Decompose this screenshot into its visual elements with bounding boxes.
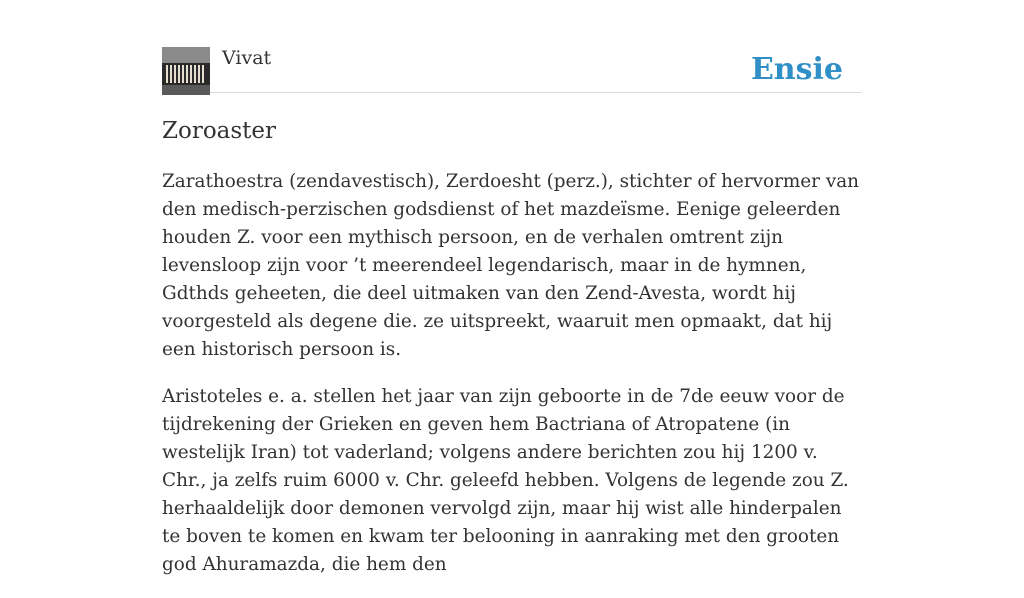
- ensie-logo-link[interactable]: Ensie: [750, 52, 843, 87]
- article-paragraph: Aristoteles e. a. stellen het jaar van zijn geboorte in de 7de eeuw voor de tijdrekening der Grieken en geven hem Bactriana of Atropatene (in westelijk Iran) tot vaderland; volgens andere berichten zou hij 1200 v. Chr., ja zelfs ruim 6000 v. Chr. geleefd hebben. Volgens de legende zou Z. herhaaldelijk door demonen vervolgd zijn, maar hij wist alle hinderpalen te boven te komen en kwam ter belooning in aanraking met den grooten god Ahuramazda, die hem den: [162, 386, 849, 575]
- article-body: [162, 168, 862, 598]
- author-avatar[interactable]: [162, 47, 210, 95]
- article-title: Zoroaster: [162, 118, 277, 144]
- article-paragraph: Zarathoestra (zendavestisch), Zerdoesht (perz.), stichter of hervormer van den medisch-perzischen godsdienst of het mazdeïsme. Eenige geleerden houden Z. voor een mythisch persoon, en de verhalen omtrent zijn levensloop zijn voor ’t meerendeel legendarisch, maar in de hymnen, Gdthds geheeten, die deel uitmaken van den Zend-Avesta, wordt hij voorgesteld als degene die. ze uitspreekt, waaruit men opmaakt, dat hij een historisch persoon is.: [162, 171, 860, 360]
- author-name[interactable]: Vivat: [222, 47, 272, 69]
- book-spines-image: [162, 47, 210, 95]
- site-header: [162, 46, 862, 93]
